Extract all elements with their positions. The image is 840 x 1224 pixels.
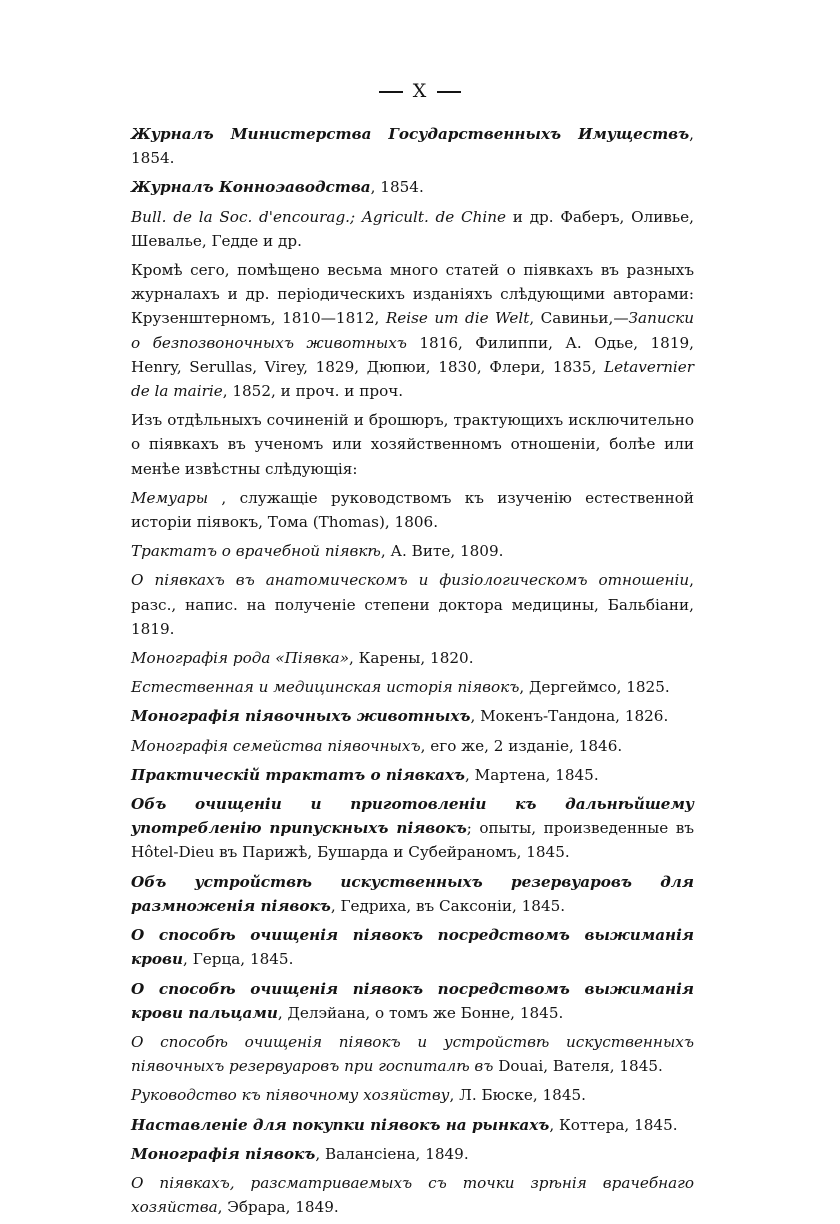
entry-details: , Эбрара, 1849. xyxy=(217,1198,339,1217)
paragraph-monographs-intro: Изъ отдѣльныхъ сочиненій и брошюръ, трактующихъ исключительно о піявкахъ въ ученомъ или хозяйственномъ отношеніи, болѣе или менѣе извѣстны слѣдующія: xyxy=(131,411,694,478)
work-title: Мемуары xyxy=(131,488,209,507)
entry-details: ; опыты, произведенные въ Hôtel-Dieu въ Парижѣ, Бушарда и Субейраномъ, 1845. xyxy=(131,819,694,862)
bibliography-entry-3 xyxy=(131,568,694,641)
journal-line-2 xyxy=(131,175,694,199)
journal-title: Bull. de la Soc. d'encourag.; Agricult. de Chine xyxy=(131,207,507,226)
entry-details: , Мартена, 1845. xyxy=(464,765,599,784)
entry-details: , Мокенъ-Тандона, 1826. xyxy=(470,707,669,726)
entry-details: , Карены, 1820. xyxy=(349,649,474,668)
bibliography-entry-14 xyxy=(131,1083,694,1107)
bibliography-entry-8 xyxy=(131,763,694,787)
work-title: Трактатъ о врачебной піявкѣ xyxy=(131,542,381,561)
entry-details: , служащіе руководствомъ къ изученію естественной исторіи піявокъ, Тома (Thomas), 1806. xyxy=(131,488,694,532)
bibliography-entry-17 xyxy=(131,1171,694,1219)
journal-line-1 xyxy=(131,122,694,170)
bibliography-entry-2 xyxy=(131,539,694,563)
bibliography-entry-5 xyxy=(131,675,694,699)
work-title: Практическій трактатъ о піявкахъ xyxy=(131,765,465,784)
entry-details: , Делэйана, о томъ же Бонне, 1845. xyxy=(277,1003,564,1022)
work-title: Объ очищеніи и приготовленіи къ дальнѣйшему употребленію припускныхъ піявокъ xyxy=(131,795,694,838)
work-title: Монографія піявочныхъ животныхъ xyxy=(131,707,471,726)
work-title: О способѣ очищенія піявокъ посредствомъ выжиманія крови xyxy=(131,926,694,969)
bibliography-entry-1 xyxy=(131,486,694,534)
entry-details: , Коттера, 1845. xyxy=(549,1115,678,1134)
journal-year: , 1854. xyxy=(131,125,694,168)
header-dash-right xyxy=(437,91,461,93)
work-title: Наставленіе для покупки піявокъ на рынкахъ xyxy=(131,1115,550,1134)
entry-details: , Л. Бюске, 1845. xyxy=(449,1086,586,1105)
paragraph-periodicals xyxy=(131,258,694,403)
authors: и др. Фаберъ, Оливье, Шевалье, Гедде и др. xyxy=(131,207,694,250)
text-run: 1816, Филиппи, А. Одье, 1819, Henry, Serullas, Virey, 1829, Дюпюи, 1830, Флери, 1835, xyxy=(131,333,694,376)
entry-details: , его же, 2 изданіе, 1846. xyxy=(420,736,623,755)
work-title: Естественная и медицинская исторія піявокъ xyxy=(131,678,520,697)
page-number: X xyxy=(412,80,428,102)
entry-details: , Валансіена, 1849. xyxy=(315,1144,469,1163)
bibliography-entry-4 xyxy=(131,646,694,670)
entry-details: , А. Вите, 1809. xyxy=(380,542,504,561)
page-header xyxy=(0,80,840,102)
work-title: О способѣ очищенія піявокъ и устройствѣ искуственныхъ піявочныхъ резервуаровъ при госпиталѣ въ xyxy=(131,1032,694,1076)
journal-title: Журналъ Министерства Государственныхъ Имуществъ xyxy=(131,125,690,143)
bibliography-entry-10 xyxy=(131,870,694,918)
journal-year: , 1854. xyxy=(370,178,424,197)
work-title: Монографія піявокъ xyxy=(131,1144,316,1163)
bibliography-entry-6 xyxy=(131,704,694,728)
work-title: Letavernier de la mairie xyxy=(131,357,694,401)
header-dash-left xyxy=(379,91,403,93)
work-title: Reise um die Welt xyxy=(385,309,530,328)
work-title: Монографія семейства піявочныхъ xyxy=(131,736,421,755)
bibliography-entry-7 xyxy=(131,734,694,758)
bibliography-entry-11 xyxy=(131,923,694,971)
journal-title: Журналъ Конноэаводства xyxy=(131,178,371,197)
entry-details: Douai, Вателя, 1845. xyxy=(493,1057,663,1076)
work-title: О піявкахъ, разсматриваемыхъ съ точки зрѣнія врачебнаго хозяйства xyxy=(131,1173,694,1217)
entry-details: , Гедриха, въ Саксоніи, 1845. xyxy=(330,896,566,915)
bibliography-entry-15 xyxy=(131,1113,694,1137)
bibliography-entry-12 xyxy=(131,977,694,1025)
entry-details: , разс., напис. на полученіе степени доктора медицины, Бальбіани, 1819. xyxy=(131,571,694,638)
text-run: Кромѣ сего, помѣщено весьма много статей о піявкахъ въ разныхъ журналахъ и др. періодическихъ изданіяхъ слѣдующими авторами: Крузенштерномъ, 1810—1812, xyxy=(131,261,694,328)
bibliography-entry-9 xyxy=(131,792,694,865)
page-body xyxy=(131,122,694,1224)
work-title: О способѣ очищенія піявокъ посредствомъ выжиманія крови пальцами xyxy=(131,979,694,1022)
bibliography-entry-16 xyxy=(131,1142,694,1166)
journal-line-3 xyxy=(131,205,694,253)
work-title: О піявкахъ въ анатомическомъ и физіологическомъ отношеніи xyxy=(131,571,690,590)
work-title: Руководство къ піявочному хозяйству xyxy=(131,1086,450,1105)
work-title: Монографія рода «Піявка» xyxy=(131,649,350,668)
work-title: Объ устройствѣ искуственныхъ резервуаровъ для размноженія піявокъ xyxy=(131,872,694,915)
text-run: , Савиньи,— xyxy=(529,309,629,328)
bibliography-entry-13 xyxy=(131,1030,694,1078)
work-title: Записки о безпозвоночныхъ животныхъ xyxy=(131,309,694,352)
text-run: , 1852, и проч. и проч. xyxy=(222,382,404,401)
entry-details: , Дергеймсо, 1825. xyxy=(519,678,670,697)
entry-details: , Герца, 1845. xyxy=(183,950,294,969)
